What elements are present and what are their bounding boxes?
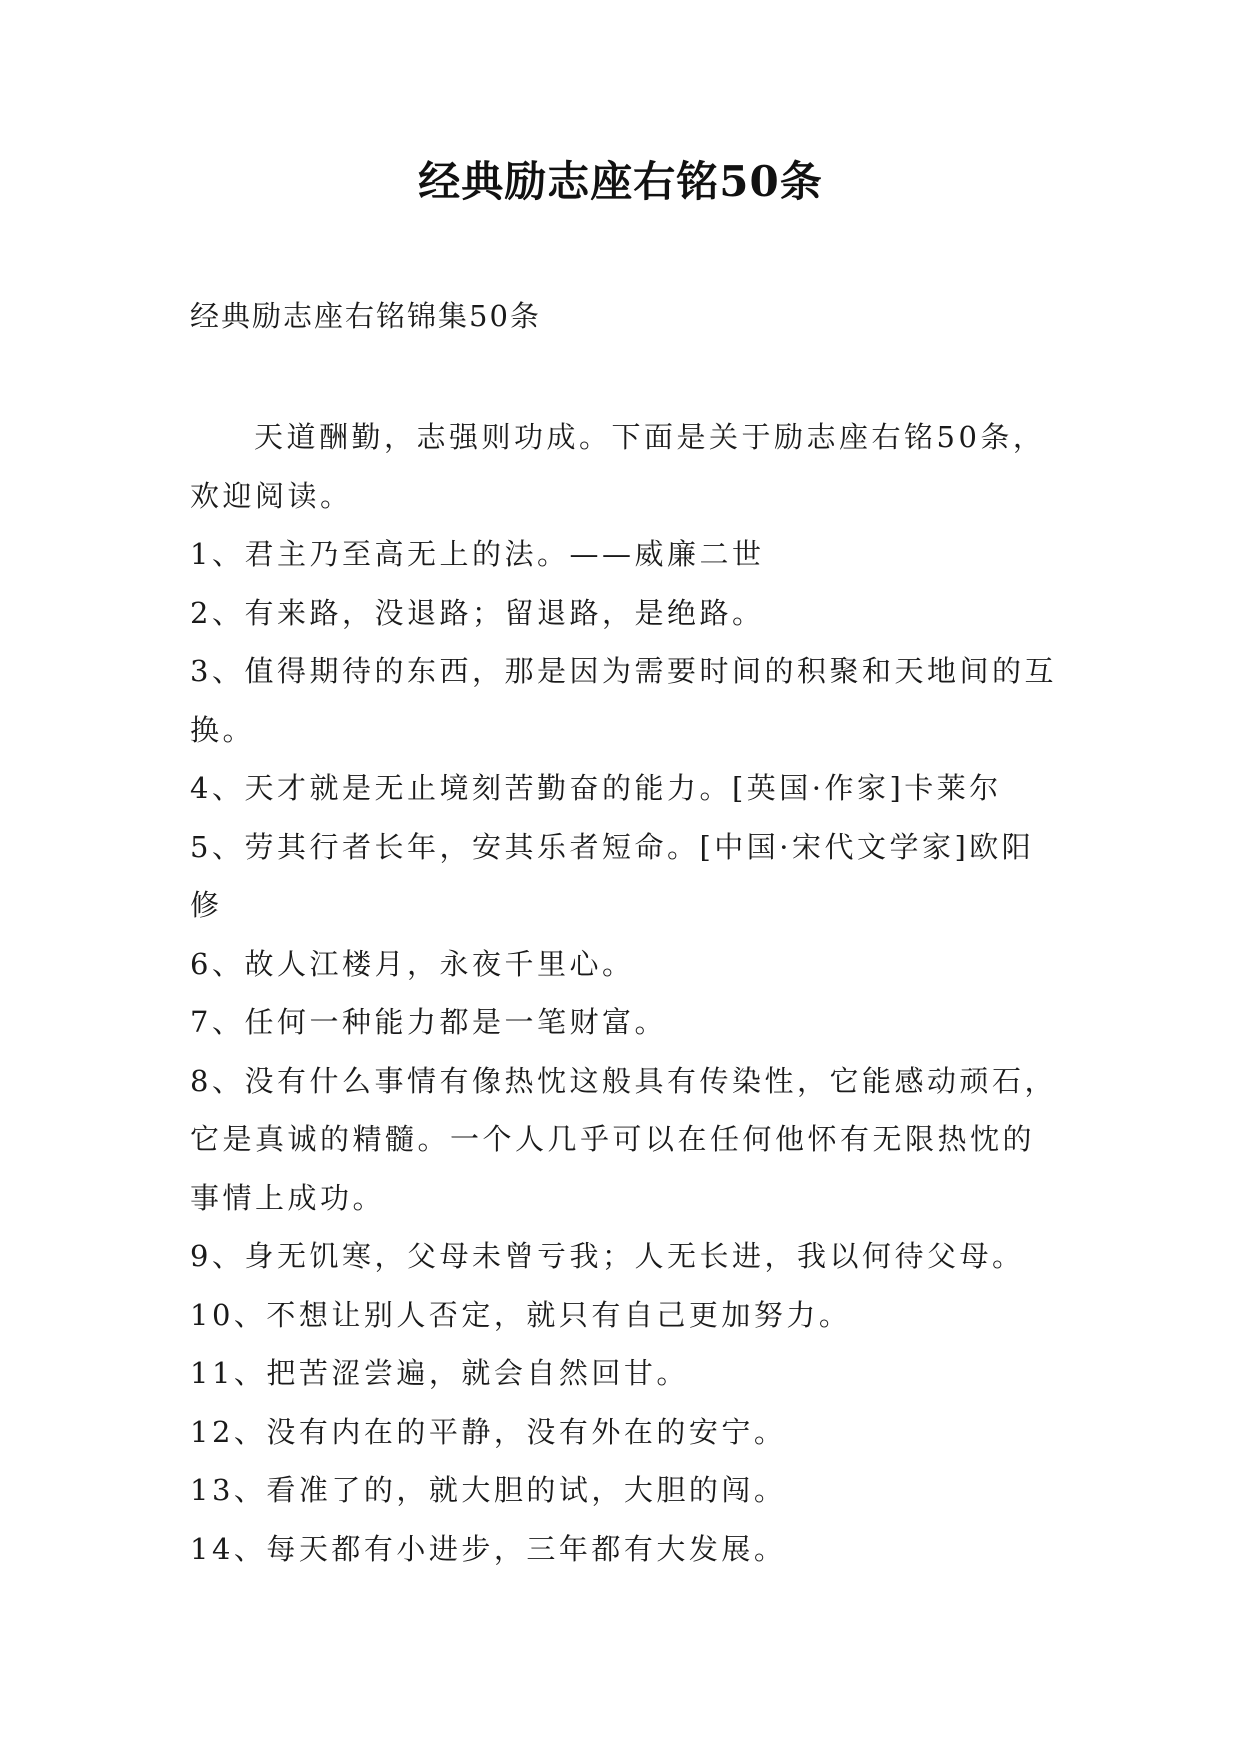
list-item: 2、有来路，没退路；留退路，是绝路。 <box>190 595 765 630</box>
list-item: 11、把苦涩尝遍，就会自然回甘。 <box>190 1356 689 1390</box>
list-item: 9、身无饥寒，父母未曾亏我；人无长进，我以何待父母。 <box>190 1239 1025 1273</box>
intro-paragraph: 天道酬勤，志强则功成。下面是关于励志座右铭50条，欢迎阅读。 <box>190 420 1046 513</box>
document-title: 经典励志座右铭50条 <box>418 157 823 206</box>
list-item: 3、值得期待的东西，那是因为需要时间的积聚和天地间的互换。 <box>190 654 1057 747</box>
list-item: 13、看准了的，就大胆的试，大胆的闯。 <box>190 1473 787 1507</box>
document-subtitle: 经典励志座右铭锦集50条 <box>190 299 541 333</box>
list-item: 6、故人江楼月，永夜千里心。 <box>190 946 635 981</box>
list-item: 12、没有内在的平静，没有外在的安宁。 <box>190 1414 787 1449</box>
list-item: 8、没有什么事情有像热忱这般具有传染性，它能感动顽石，它是真诚的精髓。一个人几乎可以在任何他怀有无限热忱的事情上成功。 <box>190 1063 1057 1215</box>
list-item: 4、天才就是无止境刻苦勤奋的能力。[英国·作家]卡莱尔 <box>190 771 1002 805</box>
list-item: 10、不想让别人否定，就只有自己更加努力。 <box>190 1297 852 1332</box>
list-item: 1、君主乃至高无上的法。——威廉二世 <box>190 537 765 571</box>
list-item: 5、劳其行者长年，安其乐者短命。[中国·宋代文学家]欧阳修 <box>190 829 1035 922</box>
list-item: 14、每天都有小进步，三年都有大发展。 <box>190 1531 787 1566</box>
document-body <box>190 408 1060 1578</box>
list-item: 7、任何一种能力都是一笔财富。 <box>190 1005 667 1039</box>
